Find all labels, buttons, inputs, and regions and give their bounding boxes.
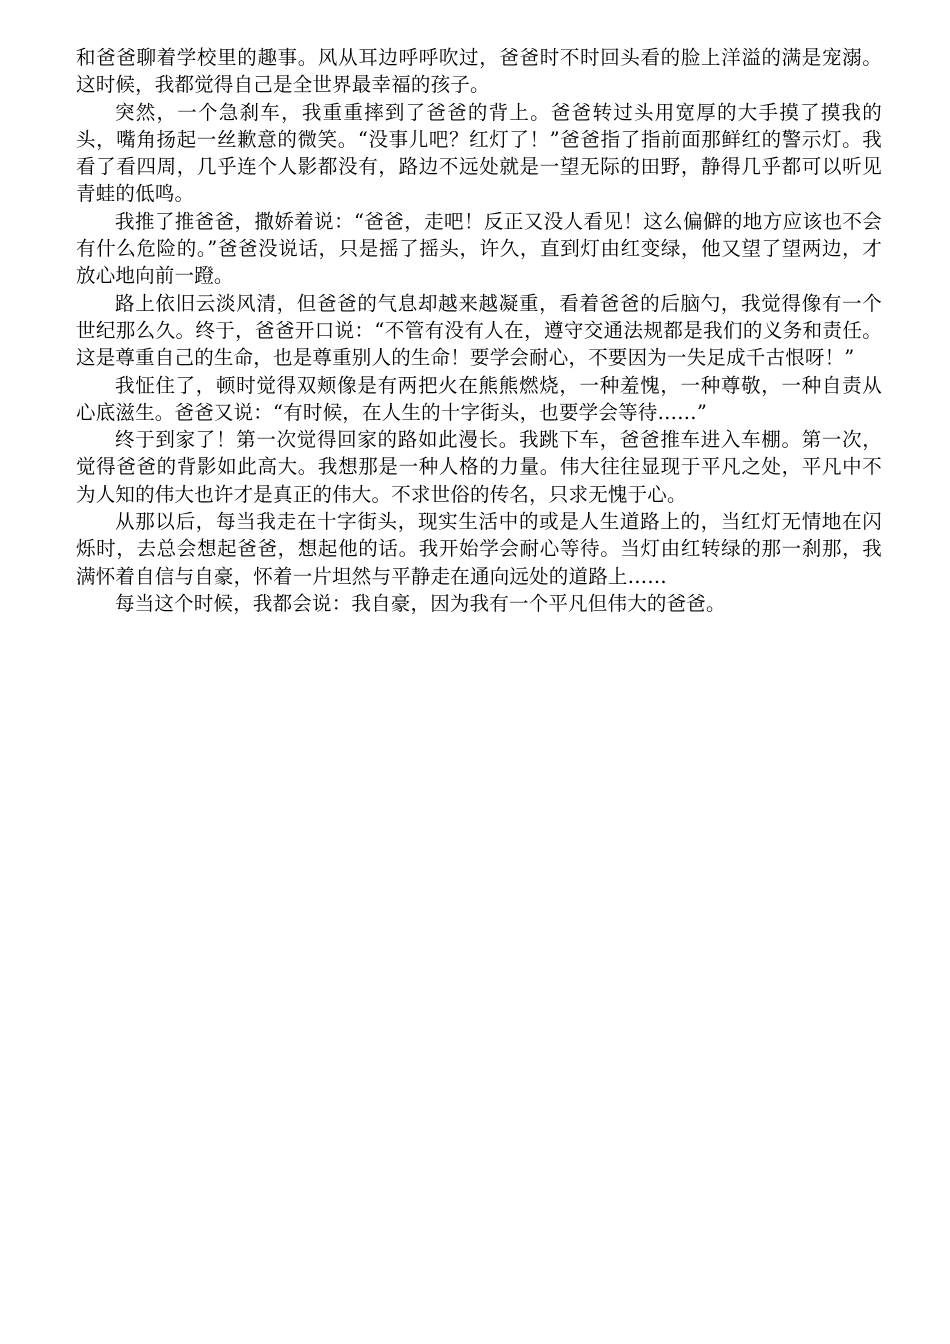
paragraph-5: 我怔住了，顿时觉得双颊像是有两把火在熊熊燃烧，一种羞愧，一种尊敬，一种自责从心底滋生。爸爸又说：“有时候，在人生的十字街头，也要学会等待……” (76, 373, 882, 424)
paragraph-4: 路上依旧云淡风清，但爸爸的气息却越来越凝重，看着爸爸的后脑勺，我觉得像有一个世纪那么久。终于，爸爸开口说：“不管有没有人在，遵守交通法规都是我们的义务和责任。这是尊重自己的生命，也是尊重别人的生命！要学会耐心，不要因为一失足成千古恨呀！” (76, 291, 882, 370)
paragraph-1: 和爸爸聊着学校里的趣事。风从耳边呼呼吹过，爸爸时不时回头看的脸上洋溢的满是宠溺。这时候，我都觉得自己是全世界最幸福的孩子。 (76, 46, 882, 97)
paragraph-8: 每当这个时候，我都会说：我自豪，因为我有一个平凡但伟大的爸爸。 (115, 591, 726, 615)
paragraph-6: 终于到家了！第一次觉得回家的路如此漫长。我跳下车，爸爸推车进入车棚。第一次，觉得爸爸的背影如此高大。我想那是一种人格的力量。伟大往往显现于平凡之处，平凡中不为人知的伟大也许才是真正的伟大。不求世俗的传名，只求无愧于心。 (76, 428, 882, 506)
paragraph-3: 我推了推爸爸，撒娇着说：“爸爸，走吧！反正又没人看见！这么偏僻的地方应该也不会有什么危险的。”爸爸没说话，只是摇了摇头，许久，直到灯由红变绿，他又望了望两边，才放心地向前一蹬。 (76, 209, 882, 288)
paragraph-2: 突然，一个急刹车，我重重摔到了爸爸的背上。爸爸转过头用宽厚的大手摸了摸我的头，嘴角扬起一丝歉意的微笑。“没事儿吧？红灯了！”爸爸指了指前面那鲜红的警示灯。我看了看四周，几乎连个人影都没有，路边不远处就是一望无际的田野，静得几乎都可以听见青蛙的低鸣。 (76, 100, 882, 206)
document-body (76, 44, 882, 617)
paragraph-7: 从那以后，每当我走在十字街头，现实生活中的或是人生道路上的，当红灯无情地在闪烁时，去总会想起爸爸，想起他的话。我开始学会耐心等待。当灯由红转绿的那一刹那，我满怀着自信与自豪，怀着一片坦然与平静走在通向远处的道路上…… (76, 510, 882, 588)
